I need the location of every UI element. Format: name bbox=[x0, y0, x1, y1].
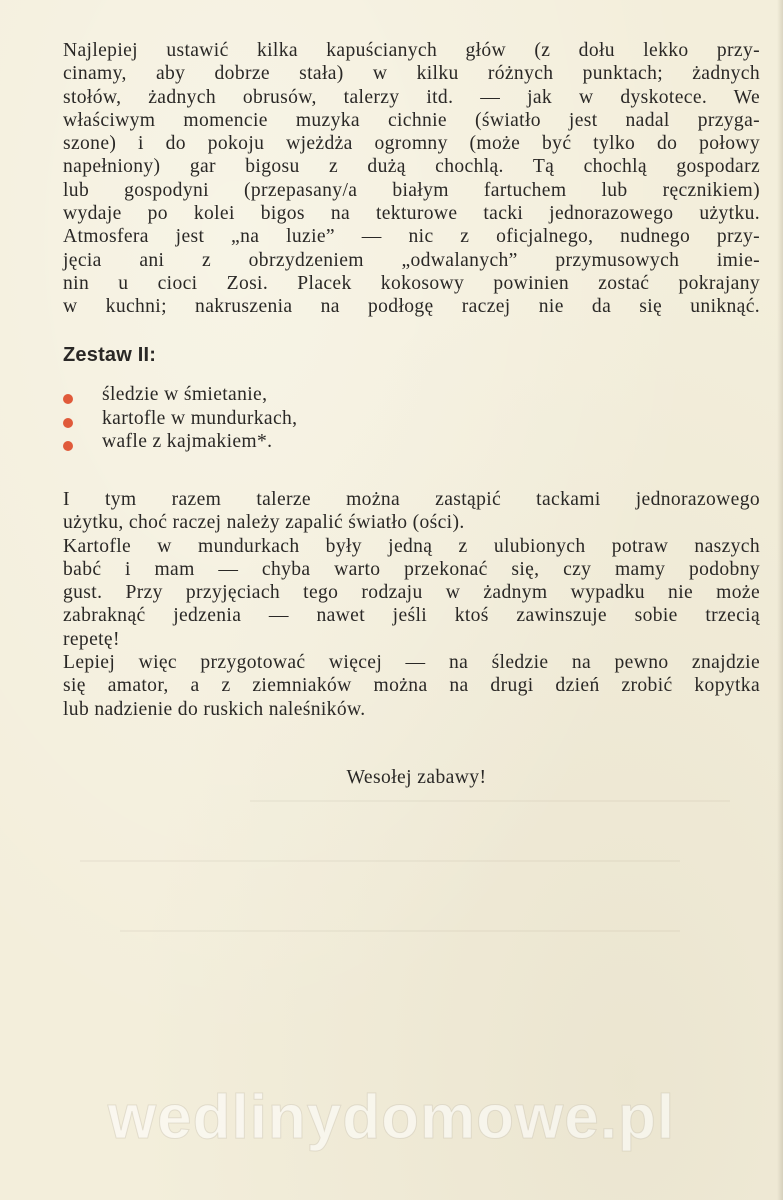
text-line: właściwym momencie muzyka cichnie (światło jest nadal przyga- bbox=[63, 109, 760, 131]
bleed-through-line bbox=[80, 860, 680, 862]
text-line: Atmosfera jest „na luzie” — nic z oficjalnego, nudnego przy- bbox=[63, 226, 760, 248]
list-item-label: śledzie w śmietanie, bbox=[102, 384, 268, 405]
text-line: cinamy, aby dobrze stała) w kilku różnych punktach; żadnych bbox=[63, 63, 760, 85]
menu-list bbox=[63, 383, 297, 454]
text-line: stołów, żadnych obrusów, talerzy itd. — jak w dyskotece. We bbox=[63, 86, 760, 108]
list-item bbox=[63, 383, 297, 407]
bleed-through-line bbox=[250, 800, 730, 802]
bullet-dot-icon bbox=[63, 418, 73, 428]
paragraph-notes bbox=[63, 488, 760, 721]
text-line: repetę! bbox=[63, 628, 120, 650]
page-edge-shadow bbox=[777, 0, 783, 1200]
text-line: I tym razem talerze można zastąpić tackami jednorazowego bbox=[63, 489, 760, 510]
list-item bbox=[63, 407, 297, 431]
text-line: Lepiej więc przygotować więcej — na śledzie na pewno znajdzie bbox=[63, 652, 760, 674]
text-line: Kartofle w mundurkach były jedną z ulubionych potraw naszych bbox=[63, 535, 760, 557]
bleed-through-line bbox=[120, 930, 680, 932]
text-line: babć i mam — chyba warto przekonać się, czy mamy podobny bbox=[63, 558, 760, 580]
text-line: Najlepiej ustawić kilka kapuścianych głów (z dołu lekko przy- bbox=[63, 40, 760, 61]
text-line: w kuchni; nakruszenia na podłogę raczej nie da się uniknąć. bbox=[63, 296, 760, 318]
text-line: lub nadzienie do ruskich naleśników. bbox=[63, 698, 366, 720]
list-item-label: wafle z kajmakiem*. bbox=[102, 431, 273, 452]
text-line: szone) i do pokoju wjeżdża ogromny (może być tylko do połowy bbox=[63, 133, 760, 155]
text-line: zabraknąć jedzenia — nawet jeśli ktoś zawinszuje sobie trzecią bbox=[63, 605, 760, 627]
list-item-label: kartofle w mundurkach, bbox=[102, 407, 298, 429]
section-heading: Zestaw II: bbox=[63, 344, 157, 366]
watermark: wedlinydomowe.pl bbox=[107, 1083, 676, 1152]
closing-wish: Wesołej zabawy! bbox=[346, 767, 487, 788]
bullet-dot-icon bbox=[63, 441, 73, 451]
text-line: gust. Przy przyjęciach tego rodzaju w żadnym wypadku nie może bbox=[63, 582, 760, 604]
paragraph-intro bbox=[63, 39, 760, 319]
text-line: użytku, choć raczej należy zapalić światło (ości). bbox=[63, 512, 465, 534]
text-line: się amator, a z ziemniaków można na drugi dzień zrobić kopytka bbox=[63, 675, 760, 697]
text-line: nin u cioci Zosi. Placek kokosowy powinien zostać pokrajany bbox=[63, 272, 760, 294]
list-item bbox=[63, 430, 297, 454]
text-line: wydaje po kolei bigos na tekturowe tacki jednorazowego użytku. bbox=[63, 203, 760, 225]
text-line: napełniony) gar bigosu z dużą chochlą. Tą chochlą gospodarz bbox=[63, 156, 760, 178]
text-line: jęcia ani z obrzydzeniem „odwalanych” przymusowych imie- bbox=[63, 249, 760, 271]
text-line: lub gospodyni (przepasany/a białym fartuchem lub ręcznikiem) bbox=[63, 179, 760, 201]
bullet-dot-icon bbox=[63, 394, 73, 404]
